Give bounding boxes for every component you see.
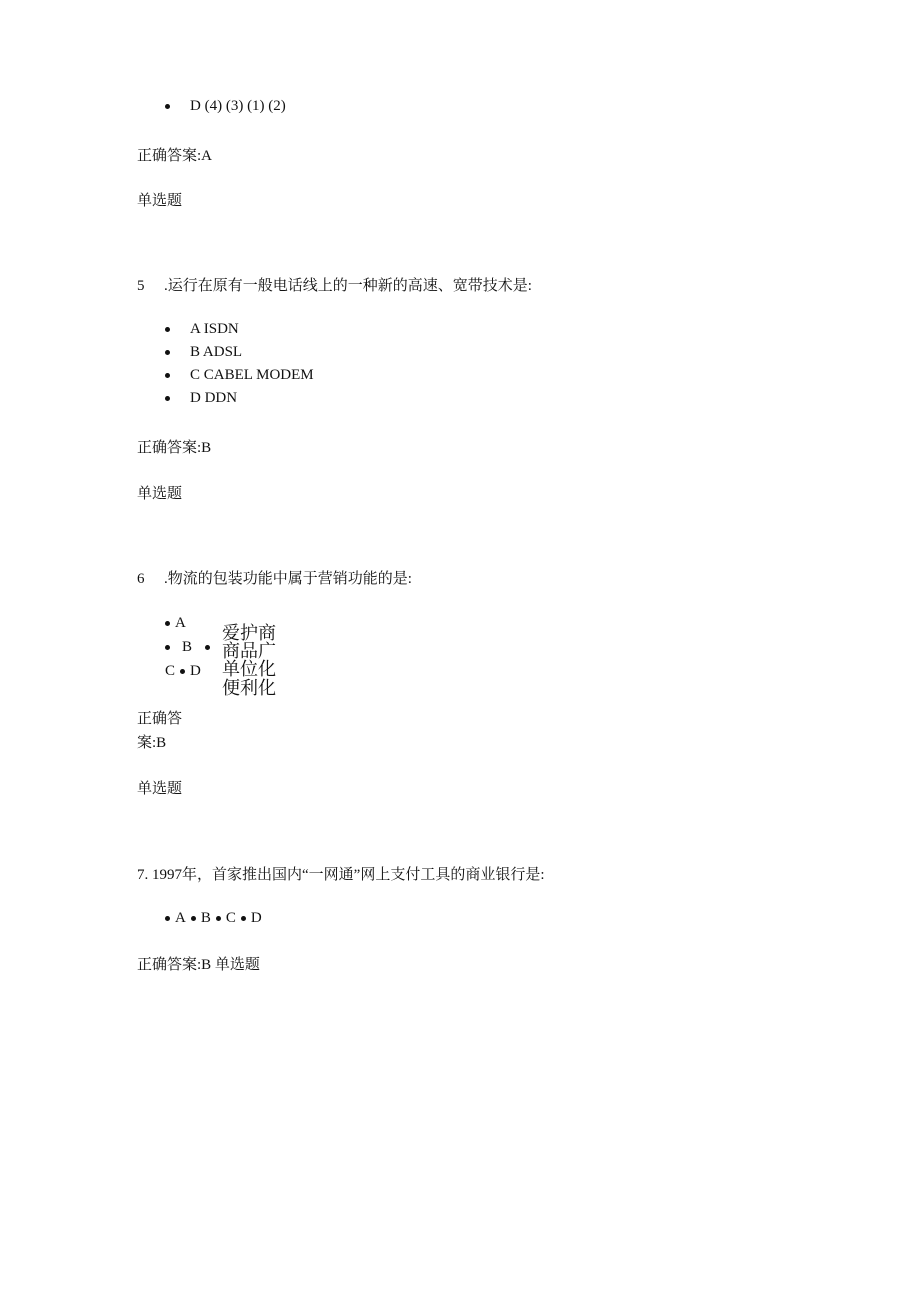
option-label: B ADSL bbox=[190, 344, 243, 360]
q6-option-a-letter bbox=[165, 615, 186, 632]
option-label: D (4) (3) (1) (2) bbox=[190, 98, 286, 114]
bullet-icon bbox=[165, 621, 170, 626]
option-label: C CABEL MODEM bbox=[190, 367, 314, 383]
bullet-icon bbox=[165, 916, 170, 921]
option-letter: C bbox=[225, 910, 236, 926]
bullet-icon bbox=[165, 396, 170, 401]
q5-answer: 正确答案:B bbox=[137, 440, 212, 456]
bullet-icon bbox=[165, 645, 170, 650]
bullet-icon bbox=[216, 916, 221, 921]
option-letter: C bbox=[165, 663, 176, 679]
option-letter: B bbox=[200, 910, 211, 926]
q5-number: 5 bbox=[137, 278, 145, 294]
q6-option-b-letter bbox=[165, 639, 210, 656]
bullet-icon bbox=[165, 350, 170, 355]
q5-option-a bbox=[165, 321, 239, 338]
q6-number: 6 bbox=[137, 571, 145, 587]
q6-question bbox=[137, 567, 412, 588]
option-letter: B bbox=[182, 639, 193, 655]
q6-option-cd-letters bbox=[165, 663, 201, 680]
q6-answer-line2: 案:B bbox=[137, 735, 167, 751]
q5-option-d bbox=[165, 390, 237, 407]
q6-type: 单选题 bbox=[137, 781, 183, 797]
q4-type: 单选题 bbox=[137, 193, 183, 209]
option-letter: A bbox=[175, 615, 186, 631]
bullet-icon bbox=[205, 645, 210, 650]
q5-question bbox=[137, 274, 532, 295]
option-letter: D bbox=[250, 910, 262, 926]
option-letter: D bbox=[190, 663, 201, 679]
q6-option-text-4: 便利化 bbox=[222, 678, 276, 698]
bullet-icon bbox=[165, 373, 170, 378]
q7-options bbox=[165, 910, 262, 927]
q5-option-c bbox=[165, 367, 314, 384]
bullet-icon bbox=[180, 669, 185, 674]
option-label: A ISDN bbox=[190, 321, 239, 337]
q6-text: .物流的包装功能中属于营销功能的是: bbox=[164, 571, 412, 587]
q4-answer: 正确答案:A bbox=[137, 148, 213, 164]
q5-type: 单选题 bbox=[137, 486, 183, 502]
q5-option-b bbox=[165, 344, 242, 361]
option-label: D DDN bbox=[190, 390, 238, 406]
q6-option-text-3: 单位化 bbox=[222, 659, 276, 679]
bullet-icon bbox=[165, 104, 170, 109]
q6-option-text-2: 商品广 bbox=[222, 641, 276, 661]
q5-text: .运行在原有一般电话线上的一种新的高速、宽带技术是: bbox=[164, 278, 532, 294]
bullet-icon bbox=[191, 916, 196, 921]
q4-option-d bbox=[165, 98, 286, 115]
q6-option-text-1: 爱护商 bbox=[222, 623, 276, 643]
q7-answer-and-type: 正确答案:B 单选题 bbox=[137, 957, 260, 973]
q6-answer-line1: 正确答 bbox=[137, 711, 183, 727]
option-letter: A bbox=[175, 910, 186, 926]
bullet-icon bbox=[165, 327, 170, 332]
bullet-icon bbox=[241, 916, 246, 921]
q7-question: 7. 1997年，首家推出国内“一网通”网上支付工具的商业银行是: bbox=[137, 867, 545, 883]
